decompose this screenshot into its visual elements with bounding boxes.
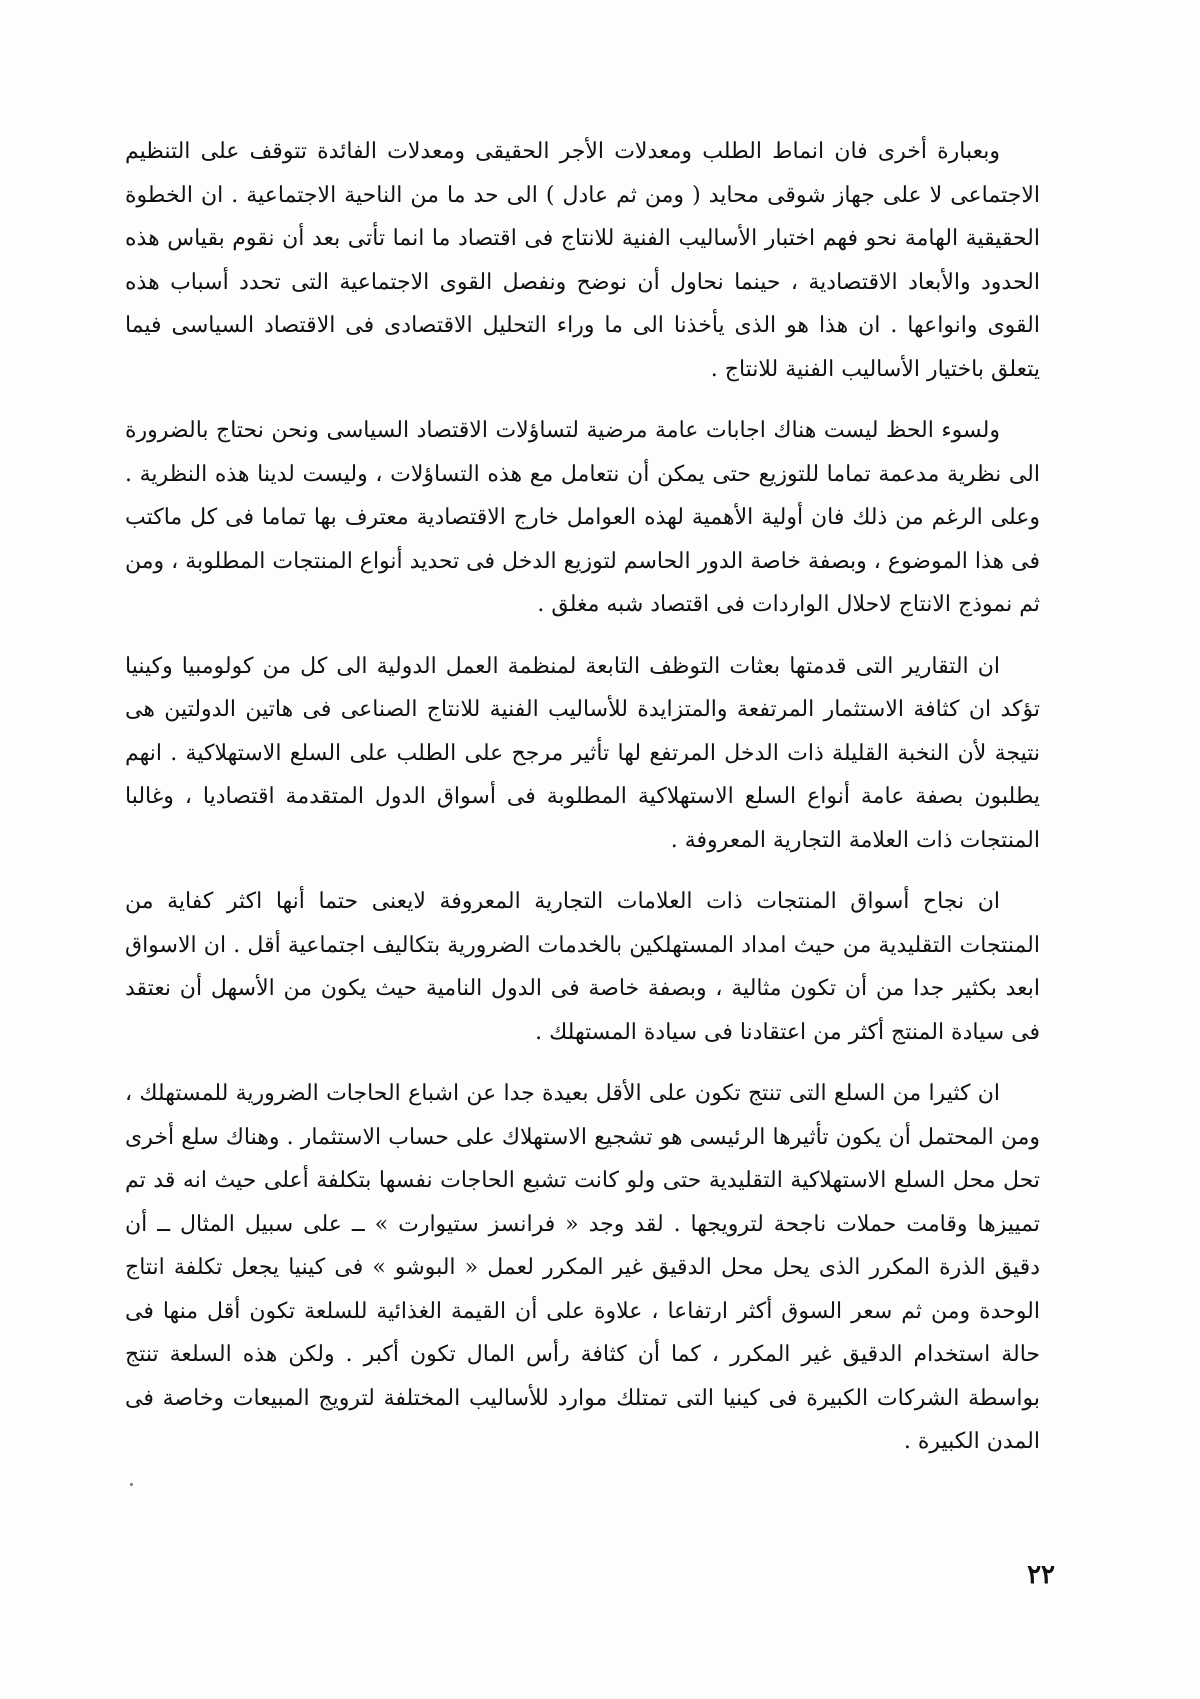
body-text [125, 130, 1040, 1482]
paragraph-1: وبعبارة أخرى فان انماط الطلب ومعدلات الأجر الحقيقى ومعدلات الفائدة تتوقف على التنظيم الاجتماعى لا على جهاز شوقى محايد ( ومن ثم عادل ) الى حد ما من الناحية الاجتماعية . ان الخطوة الحقيقية الهامة نحو فهم اختبار الأساليب الفنية للانتاج فى اقتصاد ما انما تأتى بعد أن نقوم بقياس هذه الحدود والأبعاد الاقتصادية ، حينما نحاول أن نوضح ونفصل القوى الاجتماعية التى تحدد أسباب هذه القوى وانواعها . ان هذا هو الذى يأخذنا الى ما وراء التحليل الاقتصادى فى الاقتصاد السياسى فيما يتعلق باختيار الأساليب الفنية للانتاج . [125, 139, 1040, 382]
paragraph-4: ان نجاح أسواق المنتجات ذات العلامات التجارية المعروفة لايعنى حتما أنها اكثر كفاية من المنتجات التقليدية من حيث امداد المستهلكين بالخدمات الضرورية بتكاليف اجتماعية أقل . ان الاسواق ابعد بكثير جدا من أن تكون مثالية ، وبصفة خاصة فى الدول النامية حيث يكون من الأسهل أن نعتقد فى سيادة المنتج أكثر من اعتقادنا فى سيادة المستهلك . [125, 889, 1040, 1045]
paragraph-2: ولسوء الحظ ليست هناك اجابات عامة مرضية لتساؤلات الاقتصاد السياسى ونحن نحتاج بالضرورة الى نظرية مدعمة تماما للتوزيع حتى يمكن أن نتعامل مع هذه التساؤلات ، وليست لدينا هذه النظرية . وعلى الرغم من ذلك فان أولية الأهمية لهذه العوامل خارج الاقتصادية معترف بها تماما فى كل ماكتب فى هذا الموضوع ، وبصفة خاصة الدور الحاسم لتوزيع الدخل فى تحديد أنواع المنتجات المطلوبة ، ومن ثم نموذج الانتاج لاحلال الواردات فى اقتصاد شبه مغلق . [125, 418, 1041, 617]
scan-speck [130, 1483, 133, 1486]
paragraph-3: ان التقارير التى قدمتها بعثات التوظف التابعة لمنظمة العمل الدولية الى كل من كولومبيا وكينيا تؤكد ان كثافة الاستثمار المرتفعة والمتزايدة للأساليب الفنية للانتاج الصناعى فى هاتين الدولتين هى نتيجة لأن النخبة القليلة ذات الدخل المرتفع لها تأثير مرجح على الطلب على السلع الاستهلاكية . انهم يطلبون بصفة عامة أنواع السلع الاستهلاكية المطلوبة فى أسواق الدول المتقدمة اقتصاديا ، وغالبا المنتجات ذات العلامة التجارية المعروفة . [125, 653, 1040, 853]
page-number: ٢٢ [1027, 1560, 1055, 1590]
paragraph-5: ان كثيرا من السلع التى تنتج تكون على الأقل بعيدة جدا عن اشباع الحاجات الضرورية للمستهلك ، ومن المحتمل أن يكون تأثيرها الرئيسى هو تشجيع الاستهلاك على حساب الاستثمار . وهناك سلع أخرى تحل محل السلع الاستهلاكية التقليدية حتى ولو كانت تشبع الحاجات نفسها بتكلفة أعلى حيث انه قد تم تمييزها وقامت حملات ناجحة لترويجها . لقد وجد « فرانسز ستيوارت » ــ على سبيل المثال ــ أن دقيق الذرة المكرر الذى يحل محل الدقيق غير المكرر لعمل « البوشو » فى كينيا يجعل تكلفة انتاج الوحدة ومن ثم سعر السوق أكثر ارتفاعا ، علاوة على أن القيمة الغذائية للسلعة تكون أقل منها فى حالة استخدام الدقيق غير المكرر ، كما أن كثافة رأس المال تكون أكبر . ولكن هذه السلعة تنتج بواسطة الشركات الكبيرة فى كينيا التى تمتلك موارد للأساليب المختلفة لترويج المبيعات وخاصة فى المدن الكبيرة . [125, 1081, 1040, 1454]
